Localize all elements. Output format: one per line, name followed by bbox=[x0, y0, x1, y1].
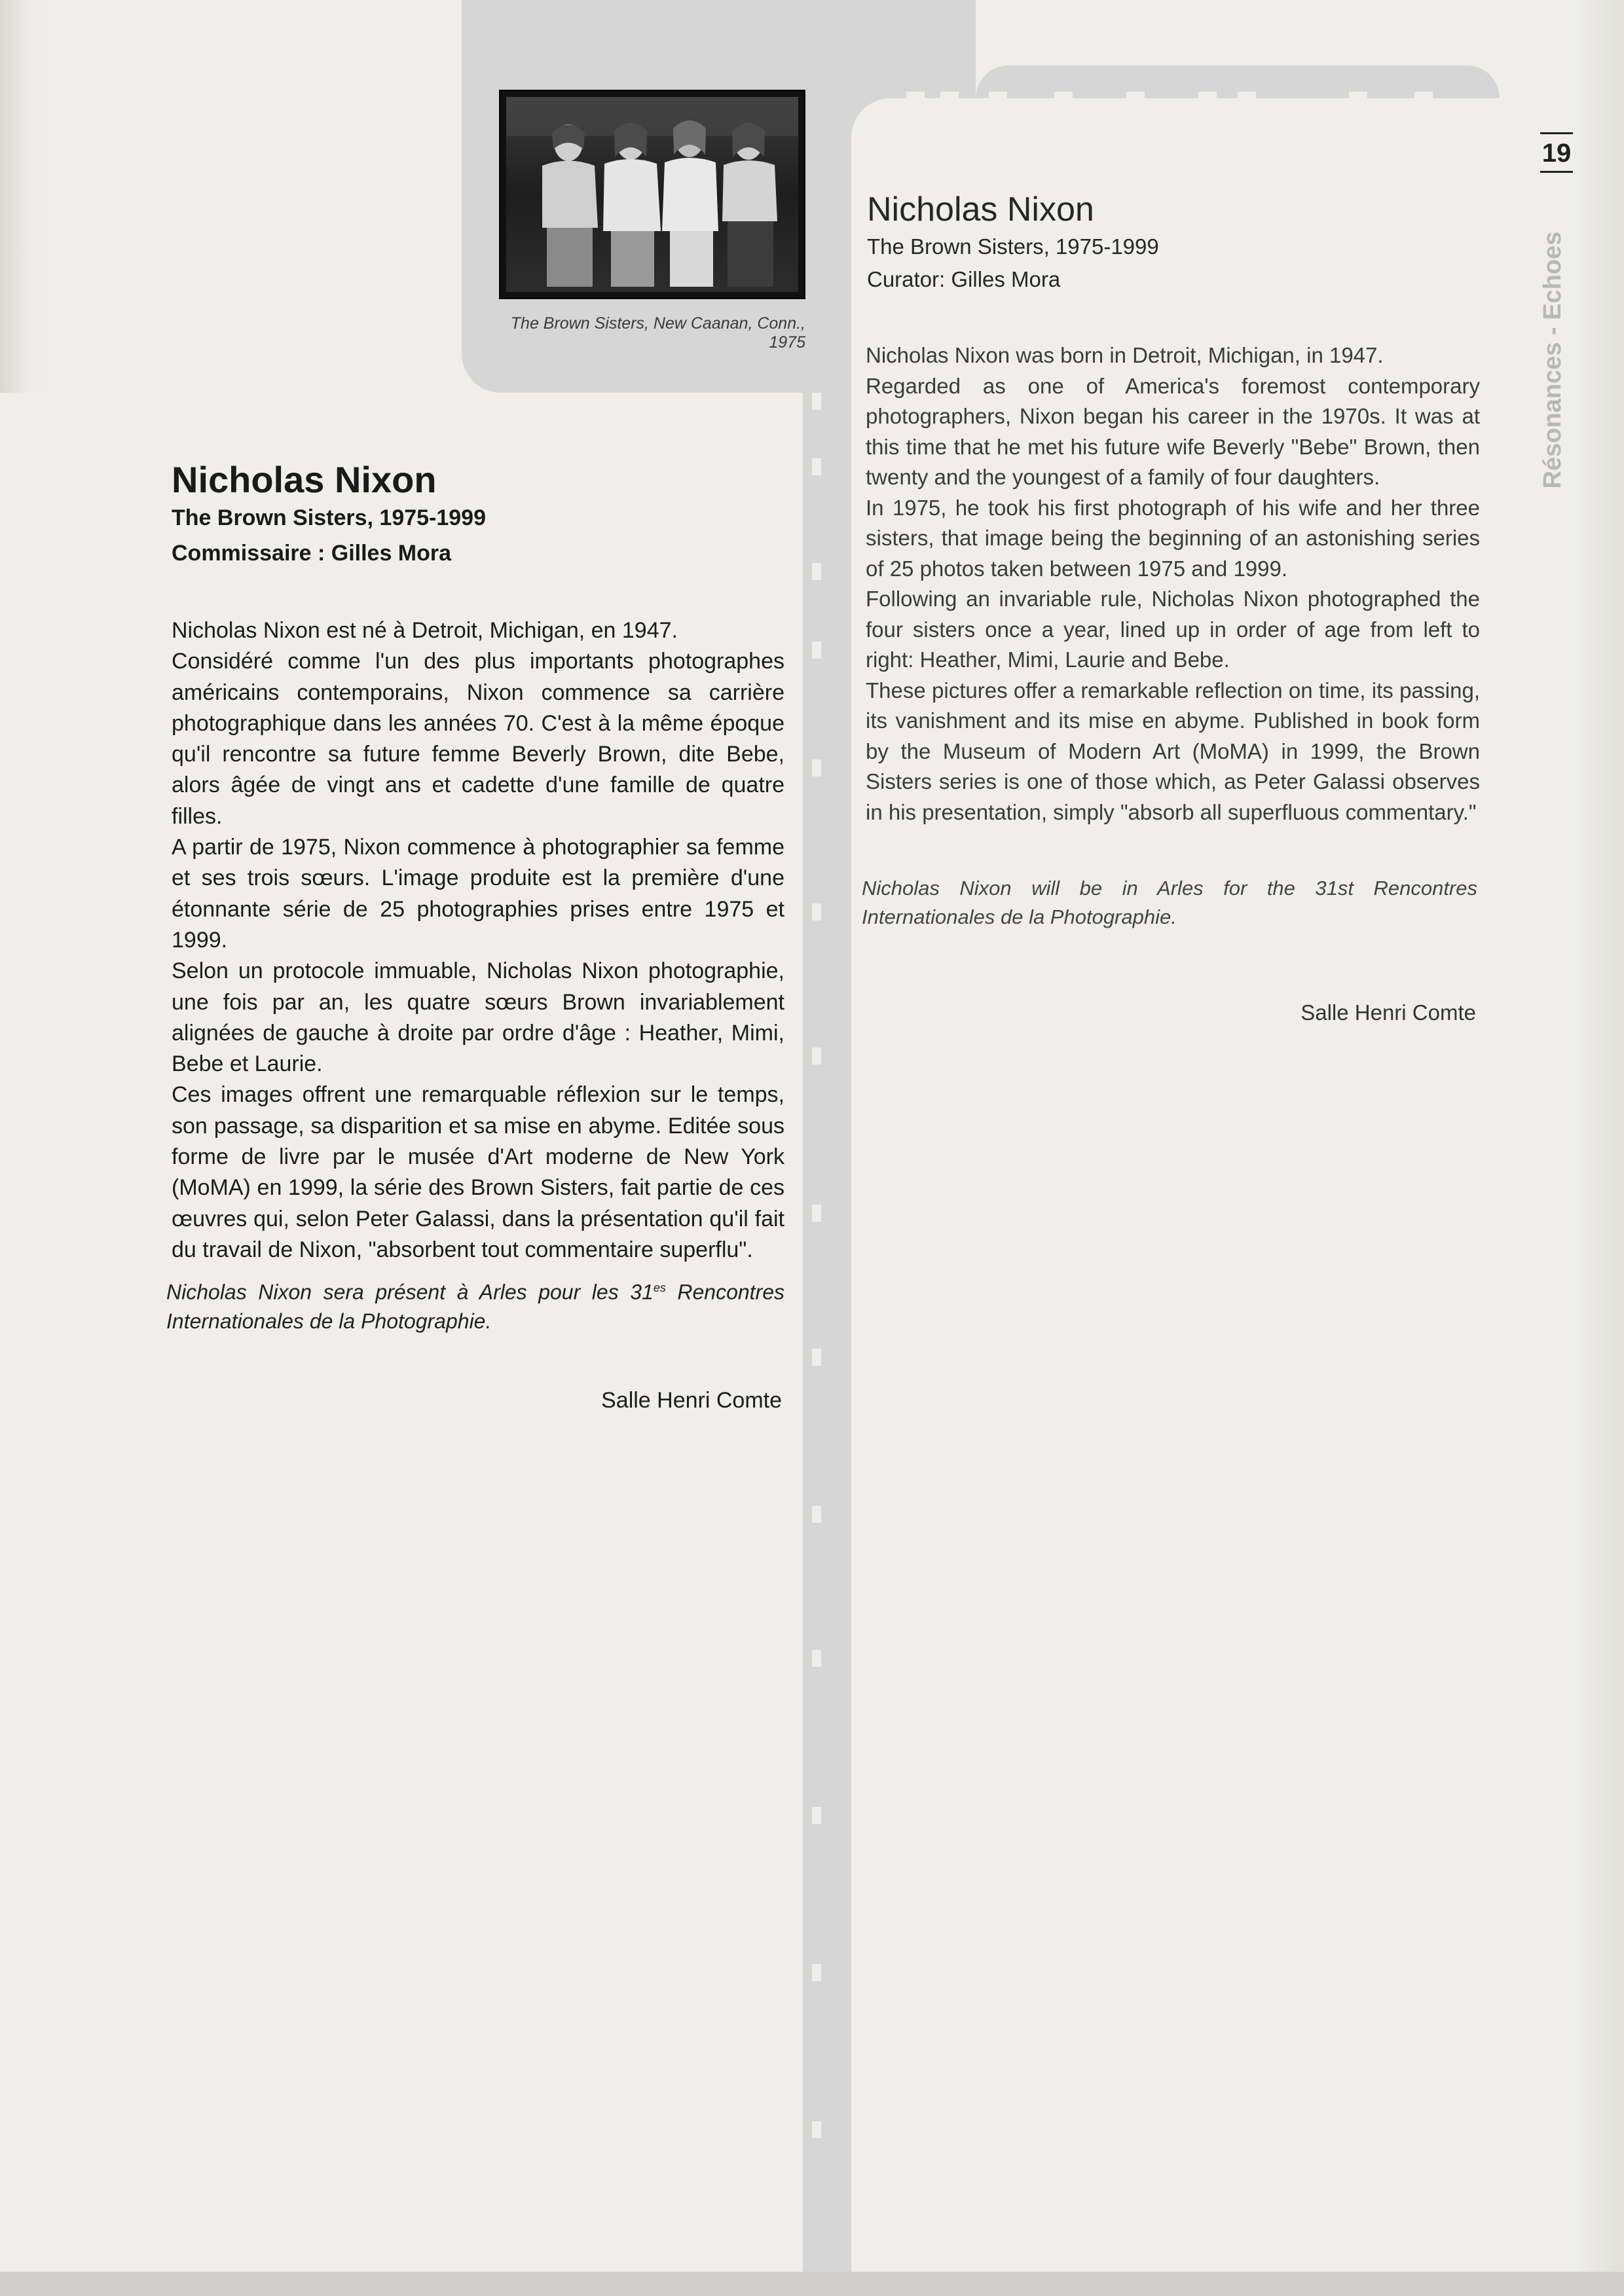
french-room: Salle Henri Comte bbox=[601, 1388, 782, 1413]
brown-sisters-photo bbox=[499, 90, 805, 299]
french-note-text-end: Rencontres Internationales de la Photographie. bbox=[166, 1280, 785, 1333]
english-paragraph: Nicholas Nixon was born in Detroit, Michigan, in 1947. bbox=[866, 343, 1384, 367]
band-notch bbox=[989, 92, 1007, 103]
english-paragraph: In 1975, he took his first photograph of his wife and her three sisters, that image being the beginning of an astonishing series of 25 photos taken between 1975 and 1999. bbox=[866, 495, 1480, 581]
french-curator: Commissaire : Gilles Mora bbox=[172, 541, 452, 566]
band-notch bbox=[906, 92, 925, 103]
photo-image bbox=[506, 97, 798, 292]
french-paragraph: Selon un protocole immuable, Nicholas Nixon photographie, une fois par an, les quatre sœurs Brown invariablement alignées de gauche à droite par ordre d'âge : Heather, Mimi, Bebe et Laurie. bbox=[172, 958, 784, 1077]
scan-bottom-edge bbox=[0, 2272, 1624, 2296]
french-note-superscript: es bbox=[653, 1281, 666, 1294]
french-subtitle: The Brown Sisters, 1975-1999 bbox=[172, 505, 487, 530]
english-title: Nicholas Nixon bbox=[867, 191, 1094, 228]
french-body bbox=[172, 615, 784, 1266]
english-curator: Curator: Gilles Mora bbox=[867, 267, 1061, 291]
french-paragraph: A partir de 1975, Nixon commence à photographier sa femme et ses trois sœurs. L'image produite est la première d'une étonnante série de 25 photographies prises entre 1975 et 1999. bbox=[172, 835, 784, 953]
french-paragraph: Ces images offrent une remarquable réflexion sur le temps, son passage, sa disparition et sa mise en abyme. Editée sous forme de livre par le musée d'Art moderne de New York (MoMA) en 1999, la série des Brown Sisters, fait partie de ces œuvres qui, selon Peter Galassi, dans la présentation qu'il fait du travail de Nixon, "absorbent tout commentaire superflu". bbox=[172, 1082, 784, 1262]
english-subtitle: The Brown Sisters, 1975-1999 bbox=[867, 234, 1159, 259]
french-paragraph: Nicholas Nixon est né à Detroit, Michigan, en 1947. bbox=[172, 618, 678, 643]
english-paragraph: Following an invariable rule, Nicholas Nixon photographed the four sisters once a year, lined up in order of age from left to right: Heather, Mimi, Laurie and Bebe. bbox=[866, 587, 1480, 672]
vertical-band-left-edge bbox=[803, 393, 812, 2272]
band-notch bbox=[940, 92, 959, 103]
vertical-band bbox=[812, 92, 851, 2272]
english-room: Salle Henri Comte bbox=[1301, 1000, 1476, 1025]
photo-caption: The Brown Sisters, New Caanan, Conn., 1975 bbox=[510, 314, 805, 352]
band-notch bbox=[1349, 92, 1367, 103]
band-notch bbox=[1054, 92, 1073, 103]
band-notch bbox=[1414, 92, 1433, 103]
french-title: Nicholas Nixon bbox=[172, 459, 437, 500]
french-note bbox=[166, 1273, 784, 1336]
english-paragraph: These pictures offer a remarkable reflection on time, its passing, its vanishment and its mise en abyme. Published in book form by the Museum of Modern Art (MoMA) in 1999, the Brown Sisters series is one of those which, as Peter Galassi observes in his presentation, simply "absorb all superfluous commentary." bbox=[866, 678, 1480, 824]
english-paragraph: Regarded as one of America's foremost contemporary photographers, Nixon began his career in the 1970s. It was at this time that he met his future wife Beverly "Bebe" Brown, then twenty and the youngest of a family of four daughters. bbox=[866, 373, 1480, 489]
english-note: Nicholas Nixon will be in Arles for the 31st Rencontres Internationales de la Photographie. bbox=[862, 877, 1477, 928]
band-notch bbox=[1126, 92, 1145, 103]
french-note-text: Nicholas Nixon sera présent à Arles pour les 31 bbox=[166, 1280, 654, 1304]
french-paragraph: Considéré comme l'un des plus importants photographes américains contemporains, Nixon commence sa carrière photographique dans les années 70. C'est à la même époque qu'il rencontre sa future femme Beverly Brown, dite Bebe, alors âgée de vingt ans et cadette d'une famille de quatre filles. bbox=[172, 649, 784, 829]
band-notch bbox=[1238, 92, 1256, 103]
english-body bbox=[866, 340, 1480, 828]
page-number: 19 bbox=[1540, 132, 1573, 173]
section-label: Résonances - Echoes bbox=[1539, 231, 1566, 489]
band-notch bbox=[1198, 92, 1217, 103]
